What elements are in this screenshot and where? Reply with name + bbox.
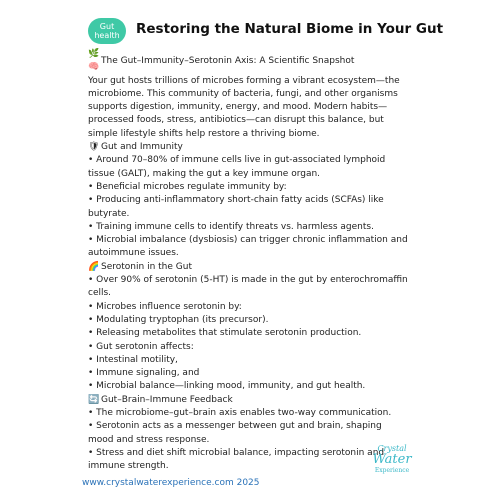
list-item: • Over 90% of serotonin (5-HT) is made in the gut by enterochromaffin cells. — [88, 274, 408, 301]
intro-paragraph: Your gut hosts trillions of microbes forming a vibrant ecosystem—the microbiome. This community of bacteria, fungi, and other organisms supports digestion, immunity, energy, and mood. Modern habits—processed foods, stress, antibiotics—can disrupt this balance, but simple lifestyle shifts help restore a thriving biome. — [88, 75, 400, 139]
gut-health-logo — [88, 18, 126, 44]
brand-line-1: Crystal — [377, 444, 407, 453]
crystal-water-logo — [362, 444, 422, 488]
list-item: • Microbial imbalance (dysbiosis) can trigger chronic inflammation and autoimmune issues. — [88, 234, 408, 261]
section-heading-axis — [88, 48, 408, 75]
list-item: • Intestinal motility, — [88, 354, 408, 367]
list-item: • Serotonin acts as a messenger between gut and brain, shaping mood and stress response. — [88, 420, 408, 447]
list-item: • The microbiome–gut–brain axis enables two-way communication. — [88, 407, 408, 420]
logo-line-1: Gut — [99, 22, 115, 31]
section-heading-text: Gut–Brain–Immune Feedback — [101, 394, 233, 405]
list-item: • Releasing metabolites that stimulate serotonin production. — [88, 327, 408, 340]
list-item: • Microbes influence serotonin by: — [88, 301, 408, 314]
header — [88, 18, 444, 44]
list-item: • Around 70–80% of immune cells live in gut-associated lymphoid tissue (GALT), making the gut a key immune organ. — [88, 154, 408, 181]
page-title: Restoring the Natural Biome in Your Gut — [136, 21, 444, 37]
section-heading-immunity — [88, 141, 408, 154]
list-item: • Stress and diet shift microbial balance, impacting serotonin and immune strength. — [88, 447, 408, 474]
logo-line-2: health — [94, 31, 120, 40]
section-heading-text: Gut and Immunity — [101, 142, 183, 153]
list-item: • Training immune cells to identify threats vs. harmless agents. — [88, 221, 408, 234]
list-item: • Gut serotonin affects: — [88, 341, 408, 354]
list-item: • Immune signaling, and — [88, 367, 408, 380]
list-item: • Beneficial microbes regulate immunity by: — [88, 181, 408, 194]
list-item: • Modulating tryptophan (its precursor). — [88, 314, 408, 327]
brand-line-3: Experience — [374, 467, 410, 474]
footer-website: www.crystalwaterexperience.com 2025 — [82, 478, 260, 488]
list-item: • Microbial balance—linking mood, immunity, and gut health. — [88, 380, 408, 393]
rainbow-icon: 🌈 — [88, 261, 100, 272]
section-heading-text: Serotonin in the Gut — [101, 261, 192, 272]
list-item: • Producing anti-inflammatory short-chain fatty acids (SCFAs) like butyrate. — [88, 194, 408, 221]
document-body — [88, 48, 408, 474]
cycle-arrows-icon: 🔄 — [88, 394, 100, 405]
section-heading-text: The Gut–Immunity–Serotonin Axis: A Scientific Snapshot — [101, 55, 355, 66]
herb-brain-icon: 🌿🧠 — [88, 49, 100, 73]
section-heading-feedback — [88, 394, 408, 407]
section-heading-serotonin — [88, 261, 408, 274]
shield-icon: 🛡 — [88, 142, 100, 153]
brand-line-2: Water — [372, 452, 412, 467]
